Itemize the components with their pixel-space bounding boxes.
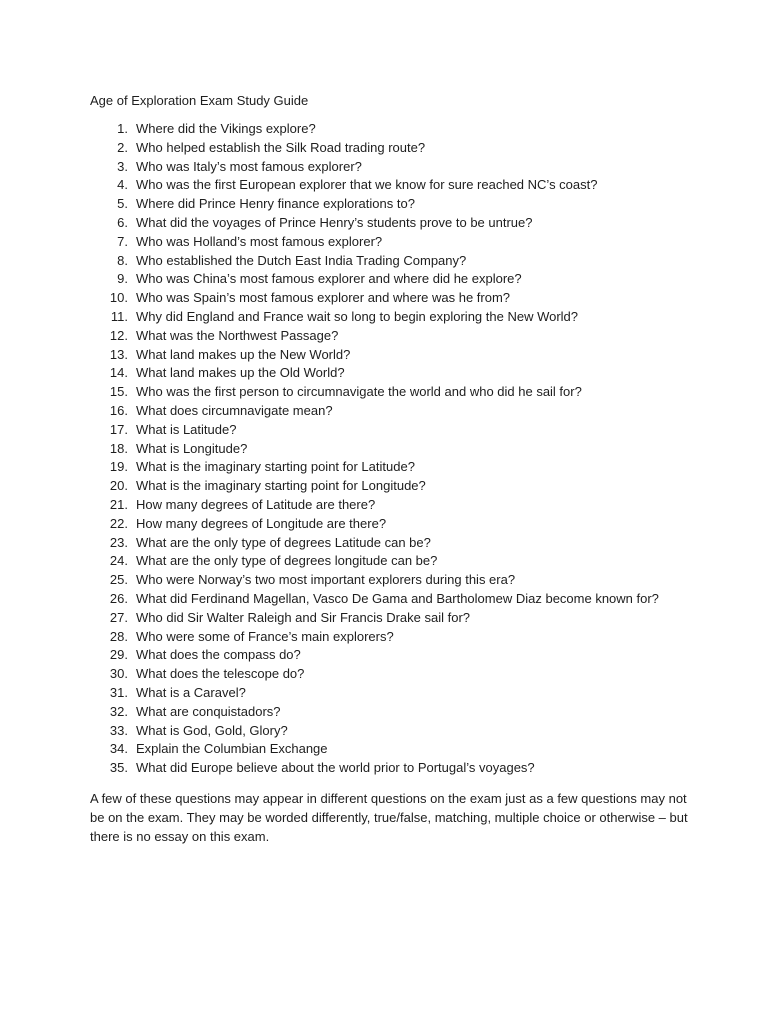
question-text: Explain the Columbian Exchange <box>136 741 328 757</box>
question-text: Who was Italy’s most famous explorer? <box>136 158 362 174</box>
question-number: 1. <box>117 121 128 136</box>
question-number: 25. <box>109 572 128 588</box>
question-number: 19. <box>109 459 128 475</box>
question-number: 4. <box>117 177 128 193</box>
question-text: Who were some of France’s main explorers? <box>136 628 394 644</box>
question-text: What did the voyages of Prince Henry’s students prove to be untrue? <box>136 214 533 230</box>
question-number: 35. <box>109 760 128 776</box>
question-number: 22. <box>109 515 128 531</box>
question-text: What was the Northwest Passage? <box>136 327 339 343</box>
question-text: Where did the Vikings explore? <box>136 121 316 136</box>
question-text: What is a Caravel? <box>136 684 246 700</box>
question-text: Who did Sir Walter Raleigh and Sir Francis Drake sail for? <box>136 609 471 625</box>
question-text: Why did England and France wait so long to begin exploring the New World? <box>136 308 579 324</box>
question-text: What is the imaginary starting point for Latitude? <box>136 459 415 475</box>
question-number: 29. <box>109 647 128 663</box>
closing-paragraph: A few of these questions may appear in different questions on the exam just as a few questions may not be on the exam. They may be worded differently, true/false, matching, multiple choice or otherwise – but there is no essay on this exam. <box>90 791 688 845</box>
question-number: 6. <box>117 214 128 230</box>
question-text: How many degrees of Longitude are there? <box>136 515 387 531</box>
question-text: Who helped establish the Silk Road trading route? <box>136 139 426 155</box>
question-text: What is Longitude? <box>136 440 248 456</box>
question-number: 12. <box>109 327 128 343</box>
question-number: 13. <box>109 346 128 362</box>
question-text: Who was the first European explorer that we know for sure reached NC’s coast? <box>136 177 598 193</box>
question-number: 28. <box>109 628 128 644</box>
question-text: Who was Holland’s most famous explorer? <box>136 233 383 249</box>
question-text: Who was China’s most famous explorer and where did he explore? <box>136 271 522 287</box>
question-number: 5. <box>117 196 128 212</box>
question-text: What land makes up the New World? <box>136 346 351 362</box>
question-number: 33. <box>109 722 128 738</box>
question-text: What are the only type of degrees longitude can be? <box>136 553 438 569</box>
question-number: 7. <box>117 233 128 249</box>
document-title: Age of Exploration Exam Study Guide <box>90 93 309 108</box>
question-number: 21. <box>109 496 128 512</box>
question-number: 8. <box>117 252 128 268</box>
question-text: What land makes up the Old World? <box>136 365 345 381</box>
question-text: What does the telescope do? <box>136 666 305 682</box>
question-number: 2. <box>117 139 128 155</box>
question-number: 15. <box>109 384 128 400</box>
question-text: How many degrees of Latitude are there? <box>136 496 376 512</box>
question-number: 27. <box>109 609 128 625</box>
question-text: What is Latitude? <box>136 421 237 437</box>
question-number: 17. <box>109 421 128 437</box>
question-text: Where did Prince Henry finance explorations to? <box>136 196 415 212</box>
question-text: What is the imaginary starting point for Longitude? <box>136 478 426 494</box>
question-text: What did Ferdinand Magellan, Vasco De Gama and Bartholomew Diaz become known for? <box>136 590 659 606</box>
question-number: 9. <box>117 271 128 287</box>
question-text: Who established the Dutch East India Trading Company? <box>136 252 467 268</box>
question-text: Who was the first person to circumnavigate the world and who did he sail for? <box>136 384 582 400</box>
question-number: 24. <box>109 553 128 569</box>
question-number: 34. <box>109 741 128 757</box>
question-text: What are conquistadors? <box>136 703 281 719</box>
question-text: What is God, Gold, Glory? <box>136 722 288 738</box>
question-text: What are the only type of degrees Latitude can be? <box>136 534 431 550</box>
question-number: 11. <box>110 308 128 324</box>
question-number: 14. <box>109 365 128 381</box>
question-text: What did Europe believe about the world prior to Portugal’s voyages? <box>136 760 535 776</box>
question-text: Who were Norway’s two most important explorers during this era? <box>136 572 516 588</box>
question-text: Who was Spain’s most famous explorer and where was he from? <box>136 290 511 306</box>
question-number: 26. <box>109 590 128 606</box>
question-number: 18. <box>109 440 128 456</box>
question-number: 30. <box>109 666 128 682</box>
question-number: 16. <box>109 402 128 418</box>
question-number: 10. <box>109 290 128 306</box>
question-number: 3. <box>117 158 128 174</box>
question-number: 23. <box>109 534 128 550</box>
question-text: What does circumnavigate mean? <box>136 402 333 418</box>
question-number: 32. <box>109 703 128 719</box>
question-number: 20. <box>109 478 128 494</box>
question-number: 31. <box>109 684 128 700</box>
question-text: What does the compass do? <box>136 647 301 663</box>
